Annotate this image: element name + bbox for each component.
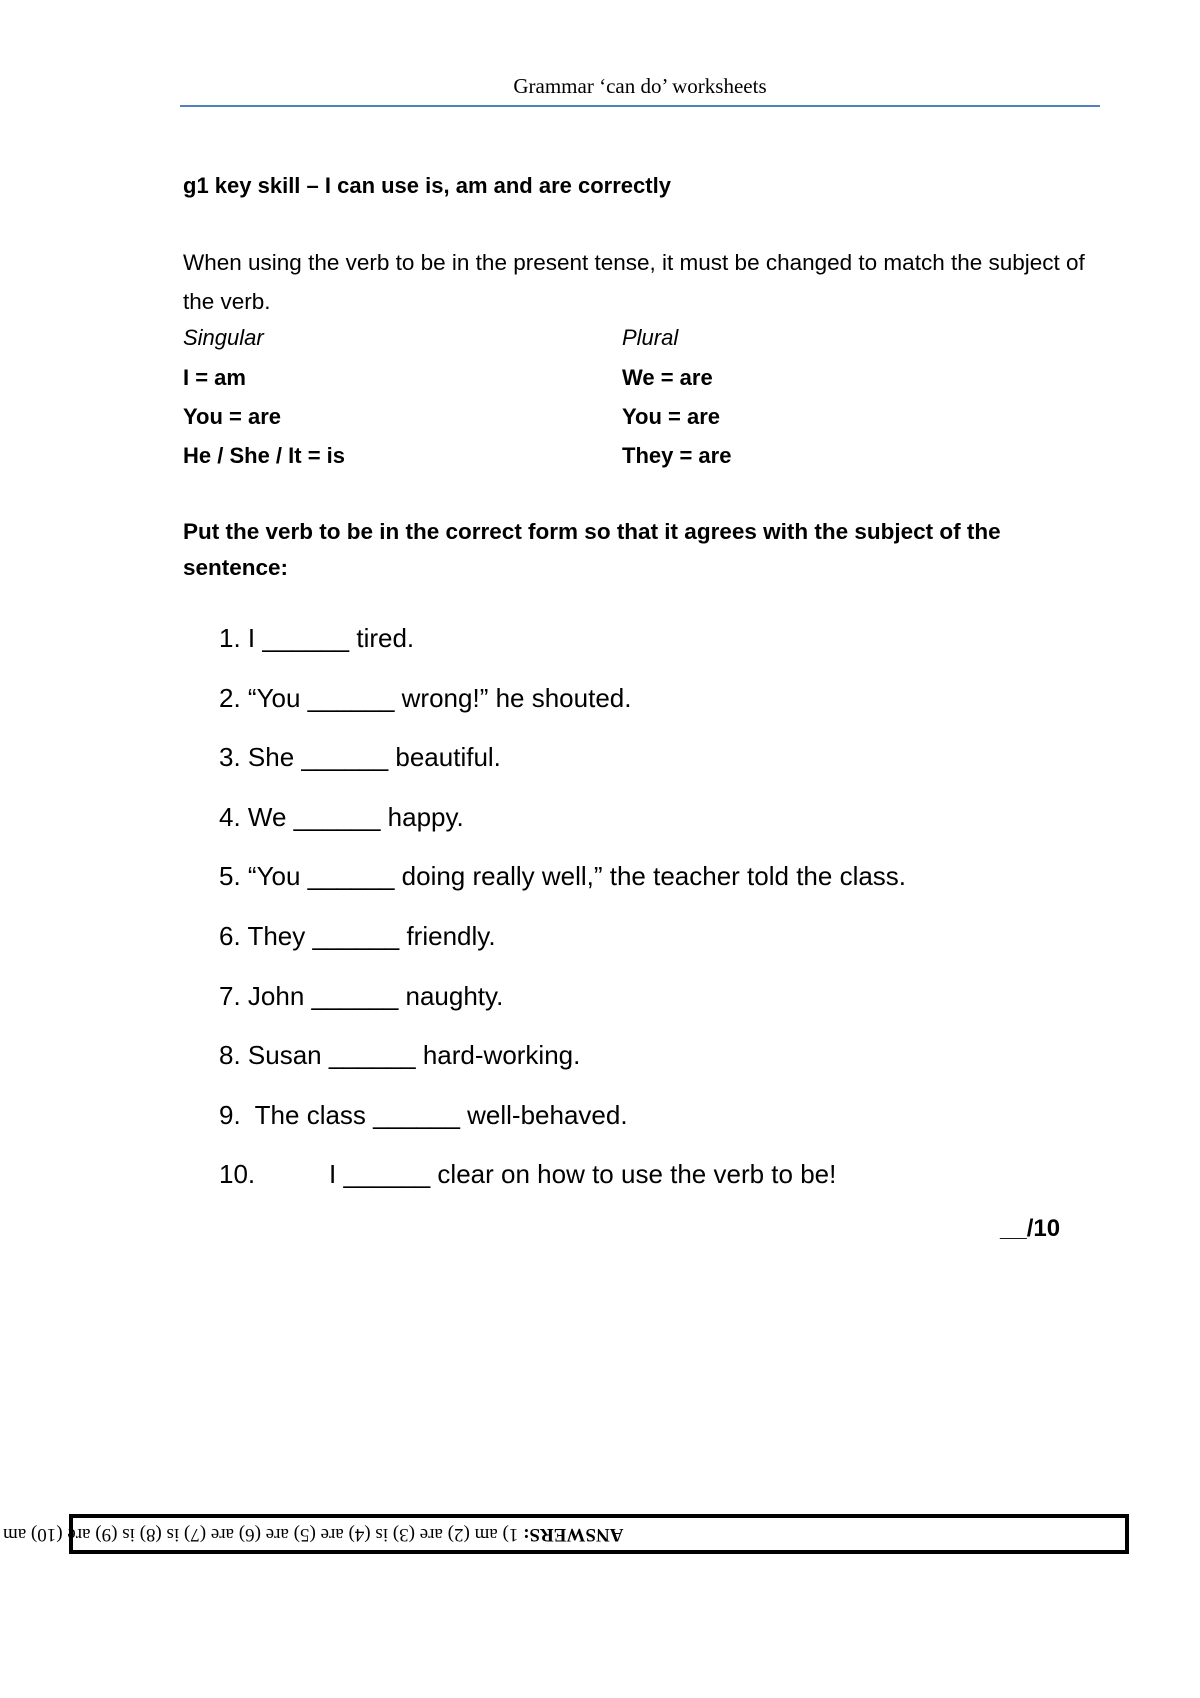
question-number: 10.: [219, 1159, 256, 1190]
question-item: [219, 1037, 906, 1097]
header-divider: [180, 105, 1100, 107]
singular-heading: Singular: [183, 325, 264, 350]
question-number: 5.: [219, 861, 241, 892]
question-text: John ______ naughty.: [240, 980, 504, 1011]
question-item: [219, 918, 906, 978]
plural-row: They = are: [622, 443, 732, 468]
question-number: 4.: [219, 801, 241, 832]
question-number: 2.: [219, 682, 241, 713]
exercise-instruction: Put the verb to be in the correct form so that it agrees with the subject of the sentence:: [183, 519, 1001, 580]
page-header-title: Grammar ‘can do’ worksheets: [513, 74, 767, 98]
question-text: I ______ tired.: [240, 623, 415, 653]
question-number: 7.: [219, 980, 241, 1011]
question-text: We ______ happy.: [240, 801, 464, 832]
question-text: Susan ______ hard-working.: [240, 1040, 581, 1071]
answer-key-box: [2, 1514, 1129, 1554]
question-item: [219, 620, 906, 680]
answer-key-text: [3, 1523, 637, 1545]
question-text: “You ______ wrong!” he shouted.: [240, 682, 632, 713]
question-text: They ______ friendly.: [240, 920, 496, 951]
plural-row: You = are: [622, 404, 721, 429]
plural-row: We = are: [622, 365, 713, 390]
skill-title: g1 key skill – I can use is, am and are correctly: [183, 173, 671, 198]
question-item: [219, 739, 906, 799]
score-total: __/10: [1000, 1215, 1061, 1242]
question-item: [219, 1097, 906, 1157]
answer-key-label: ANSWERS:: [522, 1524, 623, 1545]
answer-key-values: 1) am (2) are (3) is (4) are (5) are (6) are (7) is (8) is (9) are (10) am: [2, 1524, 523, 1545]
question-text: The class ______ well-behaved.: [240, 1099, 628, 1130]
question-list: [219, 620, 906, 1216]
plural-column: [622, 323, 731, 480]
question-number: 8.: [219, 1040, 241, 1071]
question-item: [219, 680, 906, 740]
question-item: [219, 1156, 906, 1216]
question-item: [219, 978, 906, 1038]
singular-row: I = am: [183, 365, 246, 390]
intro-paragraph: When using the verb to be in the present tense, it must be changed to match the subject of the verb.: [183, 250, 1085, 314]
question-text: “You ______ doing really well,” the teacher told the class.: [240, 861, 907, 892]
singular-column: [183, 323, 345, 480]
question-number: 9.: [219, 1099, 241, 1130]
question-number: 1.: [219, 623, 241, 653]
plural-heading: Plural: [622, 325, 679, 350]
question-item: [219, 858, 906, 918]
singular-row: He / She / It = is: [183, 443, 346, 468]
singular-row: You = are: [183, 404, 282, 429]
question-number: 3.: [219, 742, 241, 773]
question-text: She ______ beautiful.: [240, 742, 501, 773]
question-item: [219, 799, 906, 859]
question-number: 6.: [219, 920, 241, 951]
question-text: I ______ clear on how to use the verb to be!: [329, 1159, 837, 1190]
